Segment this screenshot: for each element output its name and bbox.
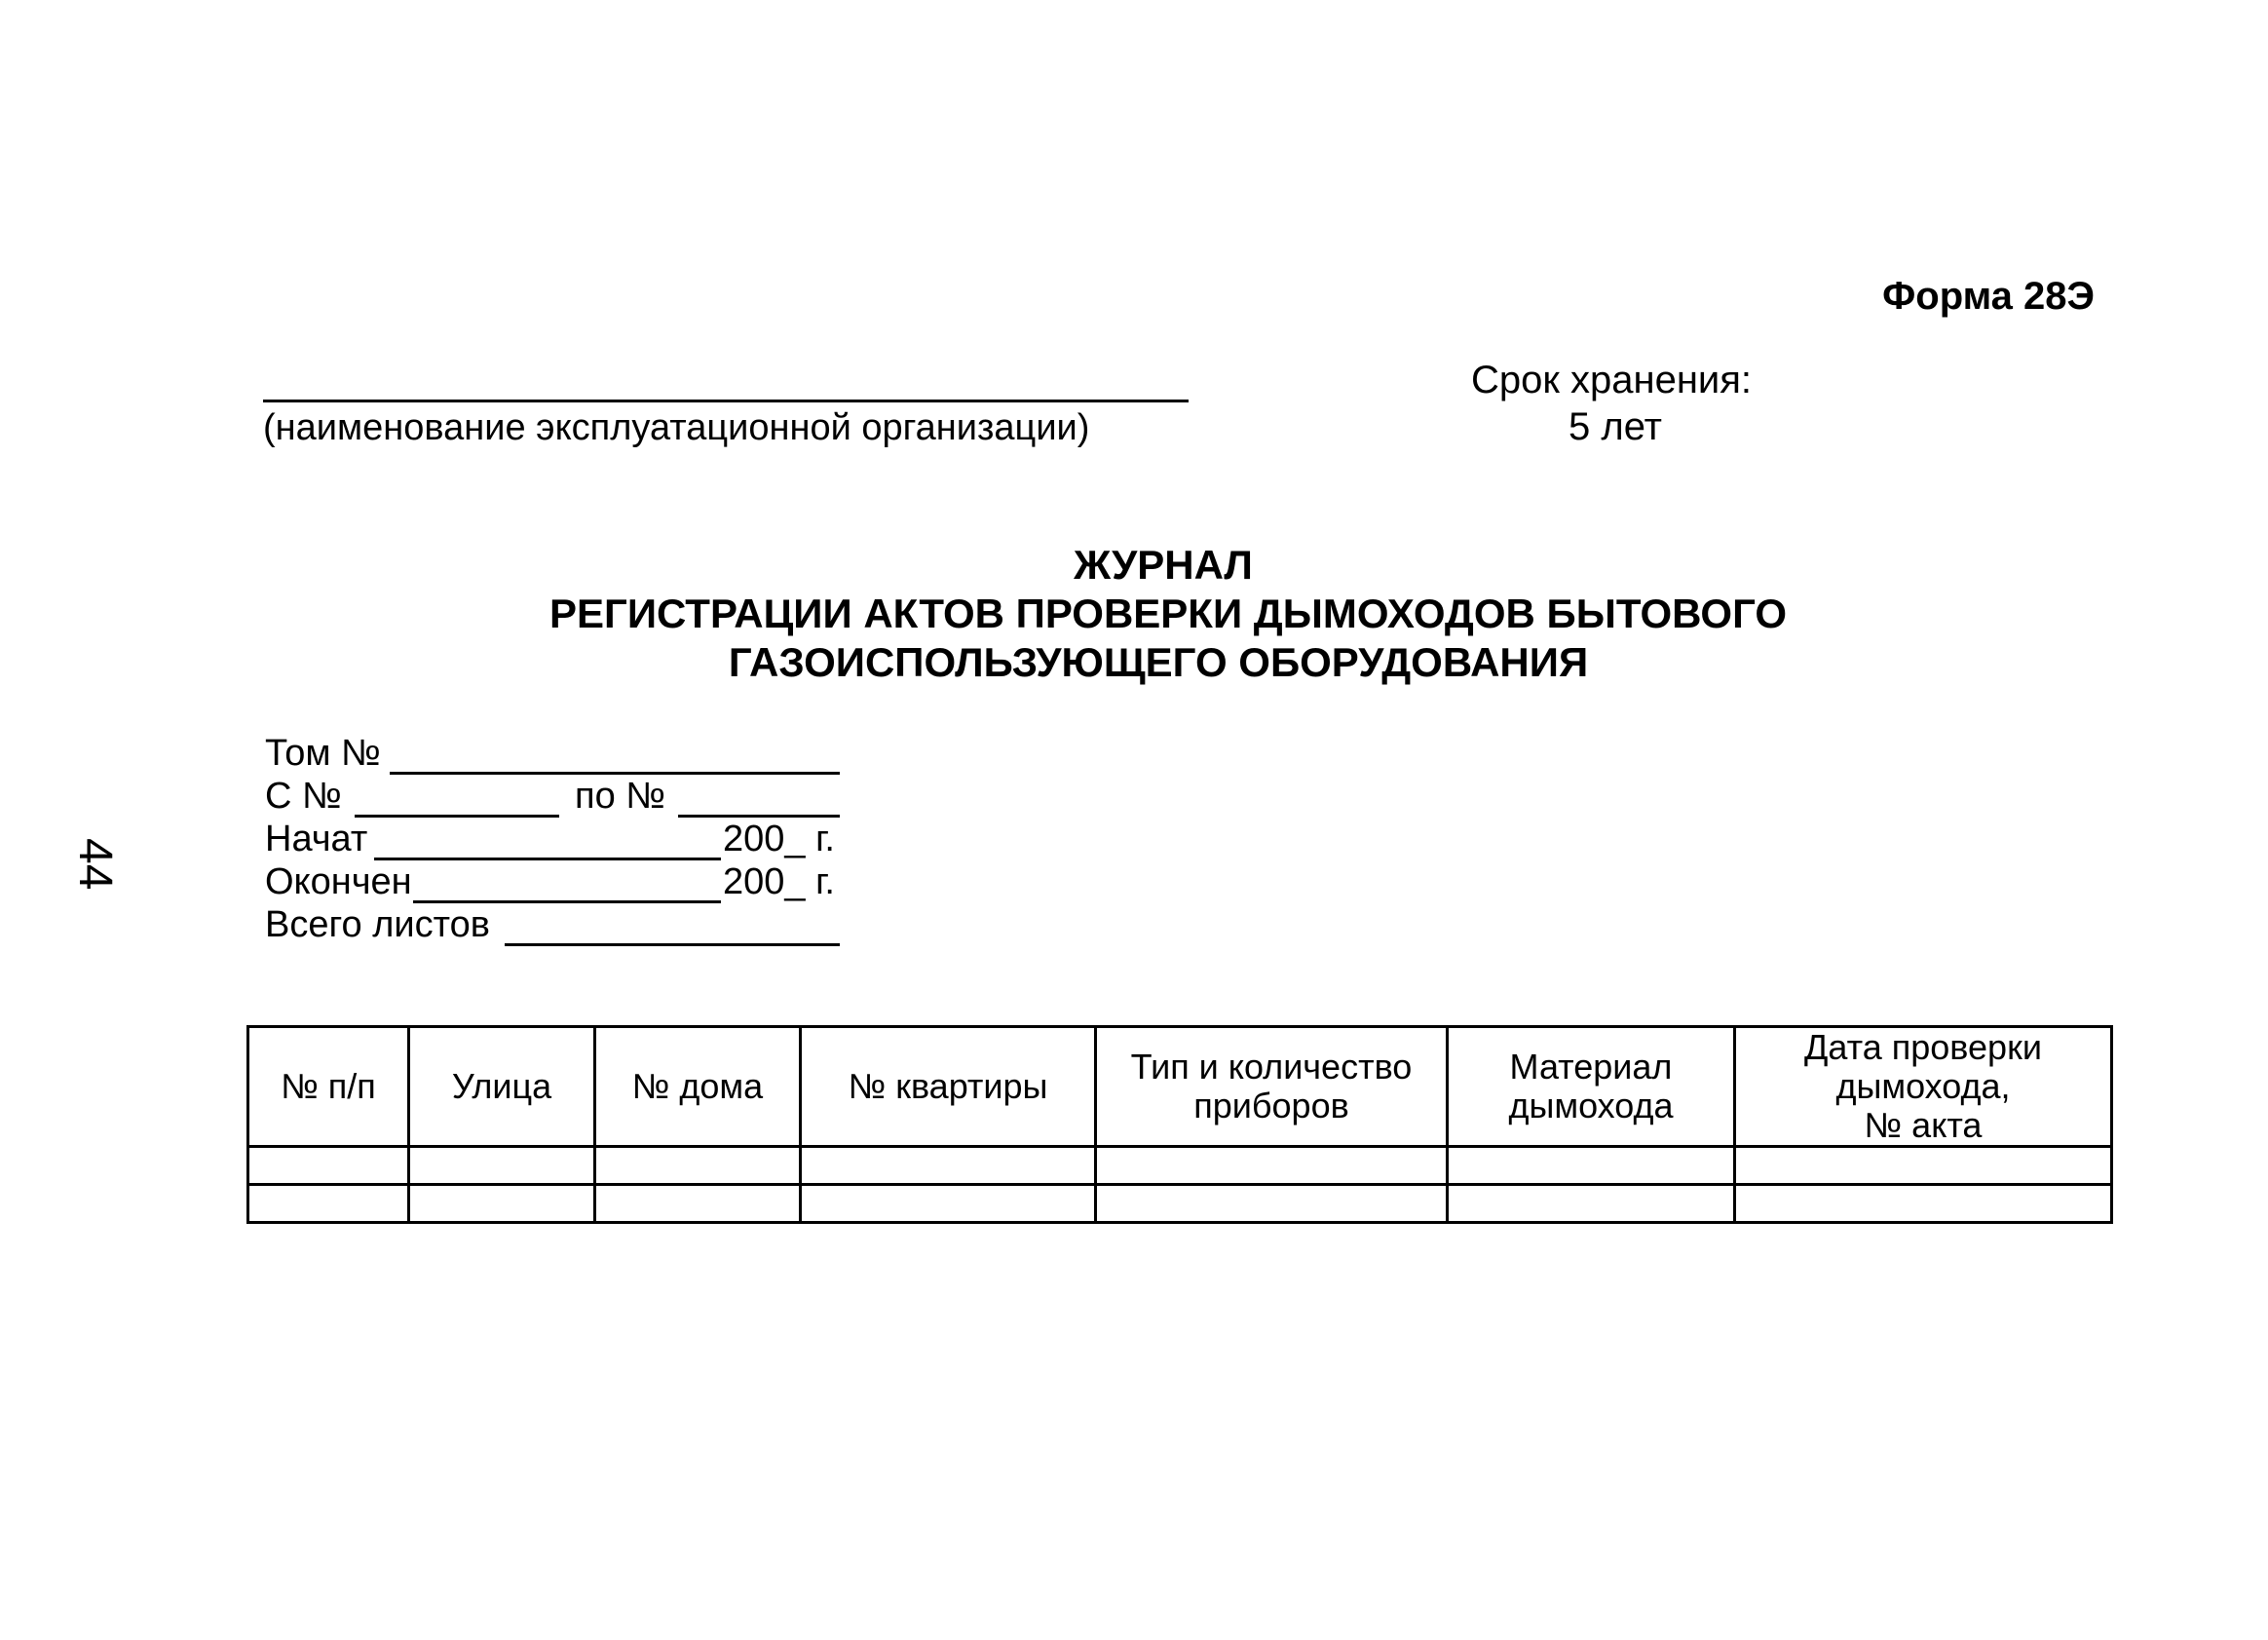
started-label: Начат — [265, 819, 368, 859]
col-header-apartment — [801, 1027, 1096, 1147]
org-name-caption: (наименование эксплуатационной организации) — [263, 407, 1090, 448]
table-cell — [1735, 1185, 2112, 1223]
org-name-line — [263, 400, 1189, 402]
total-sheets-line — [505, 943, 840, 946]
table-cell — [1096, 1147, 1448, 1185]
retention-label: Срок хранения: — [1471, 359, 1753, 401]
table-cell — [409, 1185, 595, 1223]
table-row — [248, 1147, 2112, 1185]
header-text: Улица — [451, 1066, 552, 1106]
volume-line — [390, 772, 840, 775]
header-text: приборов — [1193, 1086, 1349, 1125]
table-cell — [1096, 1185, 1448, 1223]
finished-line — [413, 900, 721, 903]
header-text: Материал — [1509, 1047, 1673, 1087]
table-cell — [801, 1147, 1096, 1185]
finished-field — [265, 861, 850, 904]
from-line — [355, 815, 559, 818]
title-line-2: РЕГИСТРАЦИИ АКТОВ ПРОВЕРКИ ДЫМОХОДОВ БЫТОВОГО — [549, 591, 1787, 636]
col-header-house — [595, 1027, 801, 1147]
table-cell — [595, 1147, 801, 1185]
retention-value: 5 лет — [1569, 405, 1662, 448]
table-cell — [1448, 1147, 1735, 1185]
col-header-devices — [1096, 1027, 1448, 1147]
range-field — [265, 776, 850, 819]
table-cell — [248, 1185, 409, 1223]
started-line — [374, 858, 721, 860]
finished-label: Окончен — [265, 861, 412, 902]
volume-label: Том № — [265, 733, 381, 774]
started-field — [265, 819, 850, 861]
title-line-3: ГАЗОИСПОЛЬЗУЮЩЕГО ОБОРУДОВАНИЯ — [728, 639, 1589, 685]
header-text: № квартиры — [848, 1066, 1048, 1106]
form-number: Форма 28Э — [1882, 275, 2095, 318]
from-label: С № — [265, 776, 342, 817]
table-header-row — [248, 1027, 2112, 1147]
col-header-chimney-material — [1448, 1027, 1735, 1147]
total-sheets-label: Всего листов — [265, 904, 490, 945]
journal-title — [0, 541, 2268, 687]
header-text: дымохода — [1508, 1086, 1674, 1125]
table-cell — [801, 1185, 1096, 1223]
header-text: Тип и количество — [1130, 1047, 1413, 1087]
started-year: 200_ г. — [723, 819, 835, 859]
to-line — [678, 815, 840, 818]
to-label: по № — [575, 776, 666, 817]
title-line-1: ЖУРНАЛ — [1074, 542, 1253, 588]
header-text: № дома — [631, 1066, 764, 1106]
header-text: № акта — [1864, 1105, 1983, 1145]
table-row — [248, 1185, 2112, 1223]
table-cell — [595, 1185, 801, 1223]
table-cell — [248, 1147, 409, 1185]
col-header-street — [409, 1027, 595, 1147]
journal-table — [246, 1025, 2113, 1224]
header-text: дымохода, — [1835, 1066, 2011, 1106]
col-header-check-date — [1735, 1027, 2112, 1147]
header-text: № п/п — [281, 1066, 376, 1106]
table-cell — [409, 1147, 595, 1185]
total-sheets-field — [265, 904, 850, 947]
page-number: 44 — [69, 838, 121, 891]
table-cell — [1735, 1147, 2112, 1185]
col-header-number — [248, 1027, 409, 1147]
header-text: Дата проверки — [1804, 1027, 2042, 1067]
volume-field — [265, 733, 850, 776]
finished-year: 200_ г. — [723, 861, 835, 902]
table-cell — [1448, 1185, 1735, 1223]
